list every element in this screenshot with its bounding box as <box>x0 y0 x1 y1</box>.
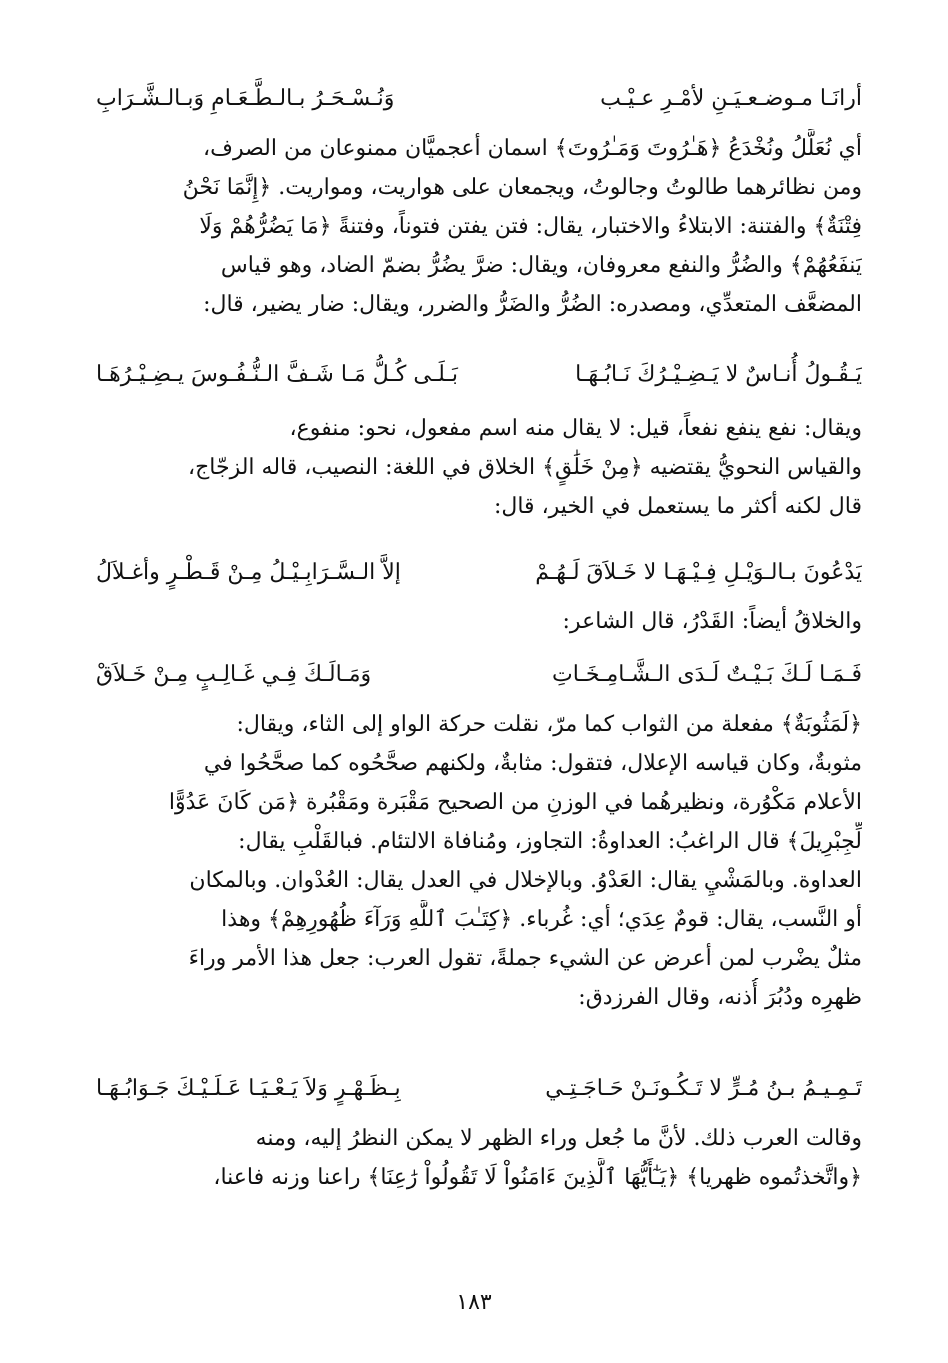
poetry-verse-3 <box>96 550 862 594</box>
paragraph-line: مثلٌ يضْرب لمن أعرض عن الشيء جملةً، تقول العرب: جعل هذا الأمر وراءَ <box>188 946 862 971</box>
verse-3-left-hemistich: إلاَّ الـسَّـرَابِـيْـلُ مِـنْ قَـطْـرٍ وأغـلاَلُ <box>96 559 401 585</box>
paragraph-line: ويقال: نفع ينفع نفعاً، قيل: لا يقال منه اسم مفعول، نحو: منفوع، <box>289 416 862 441</box>
poetry-verse-1 <box>96 76 862 120</box>
paragraph-line: الأعلام مَكْوُرة، ونظيرهُما في الوزنِ من الصحيح مَقْبَرة ومَقْبُرة ﴿مَن كَانَ عَدُوًّا <box>168 790 862 815</box>
paragraph-line: المضعَّف المتعدِّي، ومصدره: الضُرُّ والضَرُّ والضرر، ويقال: ضار يضير، قال: <box>203 292 862 317</box>
verse-5-left-hemistich: بِـظَـهْـرٍ وَلاَ يَـعْـيَـا عَـلَـيْـكَ جَـوَابُـهَـا <box>96 1075 401 1101</box>
paragraph-4 <box>96 705 862 1017</box>
paragraph-line: فِتْنَةٌ﴾ والفتنة: الابتلاءُ والاختبار، يقال: فتن يفتن فتوناً، وفتنةً ﴿مَا يَضُرُّهُمْ وَلَا <box>199 214 862 239</box>
paragraph-line: ﴿لَمَثُوبَةٌ﴾ مفعلة من الثواب كما مرّ، نقلت حركة الواو إلى الثاء، ويقال: <box>236 712 862 737</box>
poetry-verse-5 <box>96 1066 862 1110</box>
paragraph-2 <box>96 409 862 526</box>
verse-5-right-hemistich: تَـمِـيـمُ بـنُ مُـرٍّ لا تَـكُـونَـنْ حَـاجَـتِـي <box>545 1075 862 1101</box>
paragraph-1 <box>96 129 862 324</box>
verse-2-left-hemistich: بَـلَـى كُـلُّ مَـا شَـفَّ الـنُّـفُـوسَ يـضِـيْـرُهَـا <box>96 361 458 387</box>
verse-4-right-hemistich: فَـمَـا لَـكَ بَـيْـتٌ لَـدَى الـشَّـامِـخَـاتِ <box>552 661 862 687</box>
verse-2-right-hemistich: يَـقُـولُ أُنـاسٌ لا يَـضِـيْـرُكَ نَـابُـهَـا <box>575 361 862 387</box>
paragraph-line: أي نُعَلَّلُ ونُخْدَعُ ﴿هَـٰرُوتَ وَمَـٰرُوتَ﴾ اسمان أعجميَّان ممنوعان من الصرف، <box>203 136 862 161</box>
paragraph-line: وقالت العرب ذلك. لأنَّ ما جُعل وراء الظهر لا يمكن النظرُ إليه، ومنه <box>255 1126 862 1151</box>
paragraph-line: لِّجِبْرِيلَ﴾ قال الراغبُ: العداوةُ: التجاوز، ومُنافاة الالتئام. فبالقَلْبِ يقال: <box>238 829 862 854</box>
poetry-verse-4 <box>96 652 862 696</box>
paragraph-line: ﴿واتَّخذتُموه ظهريا﴾ ﴿يَـٰٓأَيُّهَا ٱلَّذِينَ ءَامَنُواْ لَا تَقُولُواْ رَٰعِنَا﴾ راعنا وزنه فاعنا، <box>213 1165 862 1190</box>
verse-1-right-hemistich: أرانَـا مـوضـعـيَـنِ لأمْـرِ عـيْـب <box>600 85 862 111</box>
paragraph-5 <box>96 1119 862 1197</box>
paragraph-line: قال لكنه أكثر ما يستعمل في الخير، قال: <box>493 494 862 519</box>
paragraph-line: والقياس النحويُّ يقتضيه ﴿مِنْ خَلَٰقٍ﴾ الخلاق في اللغة: النصيب، قاله الزجّاج، <box>187 455 862 480</box>
verse-1-left-hemistich: وَنُـسْـحَـرُ بـالـطَّـعَـامِ وَبـالـشَّـرَابِ <box>96 85 395 111</box>
paragraph-line: مثوبةٌ، وكان قياسه الإعلال، فتقول: مثابةٌ، ولكنهم صحَّحُوه كما صحَّحُوا في <box>203 751 862 776</box>
paragraph-line: ومن نظائرهما طالوتُ وجالوتُ، ويجمعان على هواريت، ومواريت. ﴿إِنَّمَا نَحْنُ <box>182 175 862 200</box>
page-number: ١٨٣ <box>456 1290 492 1315</box>
paragraph-line: أو النَّسب، يقال: قومٌ عِدَي؛ أي: غُرباء. ﴿كِتَـٰبَ ٱللَّهِ وَرَآءَ ظُهُورِهِمْ﴾ وهذا <box>221 907 862 932</box>
paragraph-3 <box>96 602 862 641</box>
paragraph-line: يَنفَعُهُمْ﴾ والضُرُّ والنفع معروفان، ويقال: ضرَّ يضُرُّ بضمّ الضاد، وهو قياس <box>220 253 862 278</box>
verse-4-left-hemistich: وَمَـالَـكَ فِـي غَـالِـبٍ مِـنْ خَـلاَقْ <box>96 661 372 687</box>
verse-3-right-hemistich: يَدْعُونَ بـالـوَيْـلِ فِـيْـهَـا لا خَـلاَقَ لَـهُـمْ <box>535 559 862 585</box>
paragraph-line: ظهرِه ودُبُرَ أُذنه، وقال الفرزدق: <box>578 985 862 1010</box>
paragraph-line: العداوة. وبالمَشْيِ يقال: العَدْوُ. وبالإخلال في العدل يقال: العُدْوان. وبالمكان <box>189 868 862 893</box>
paragraph-line: والخلاقُ أيضاً: القَدْرُ، قال الشاعر: <box>562 609 862 634</box>
poetry-verse-2 <box>96 352 862 396</box>
